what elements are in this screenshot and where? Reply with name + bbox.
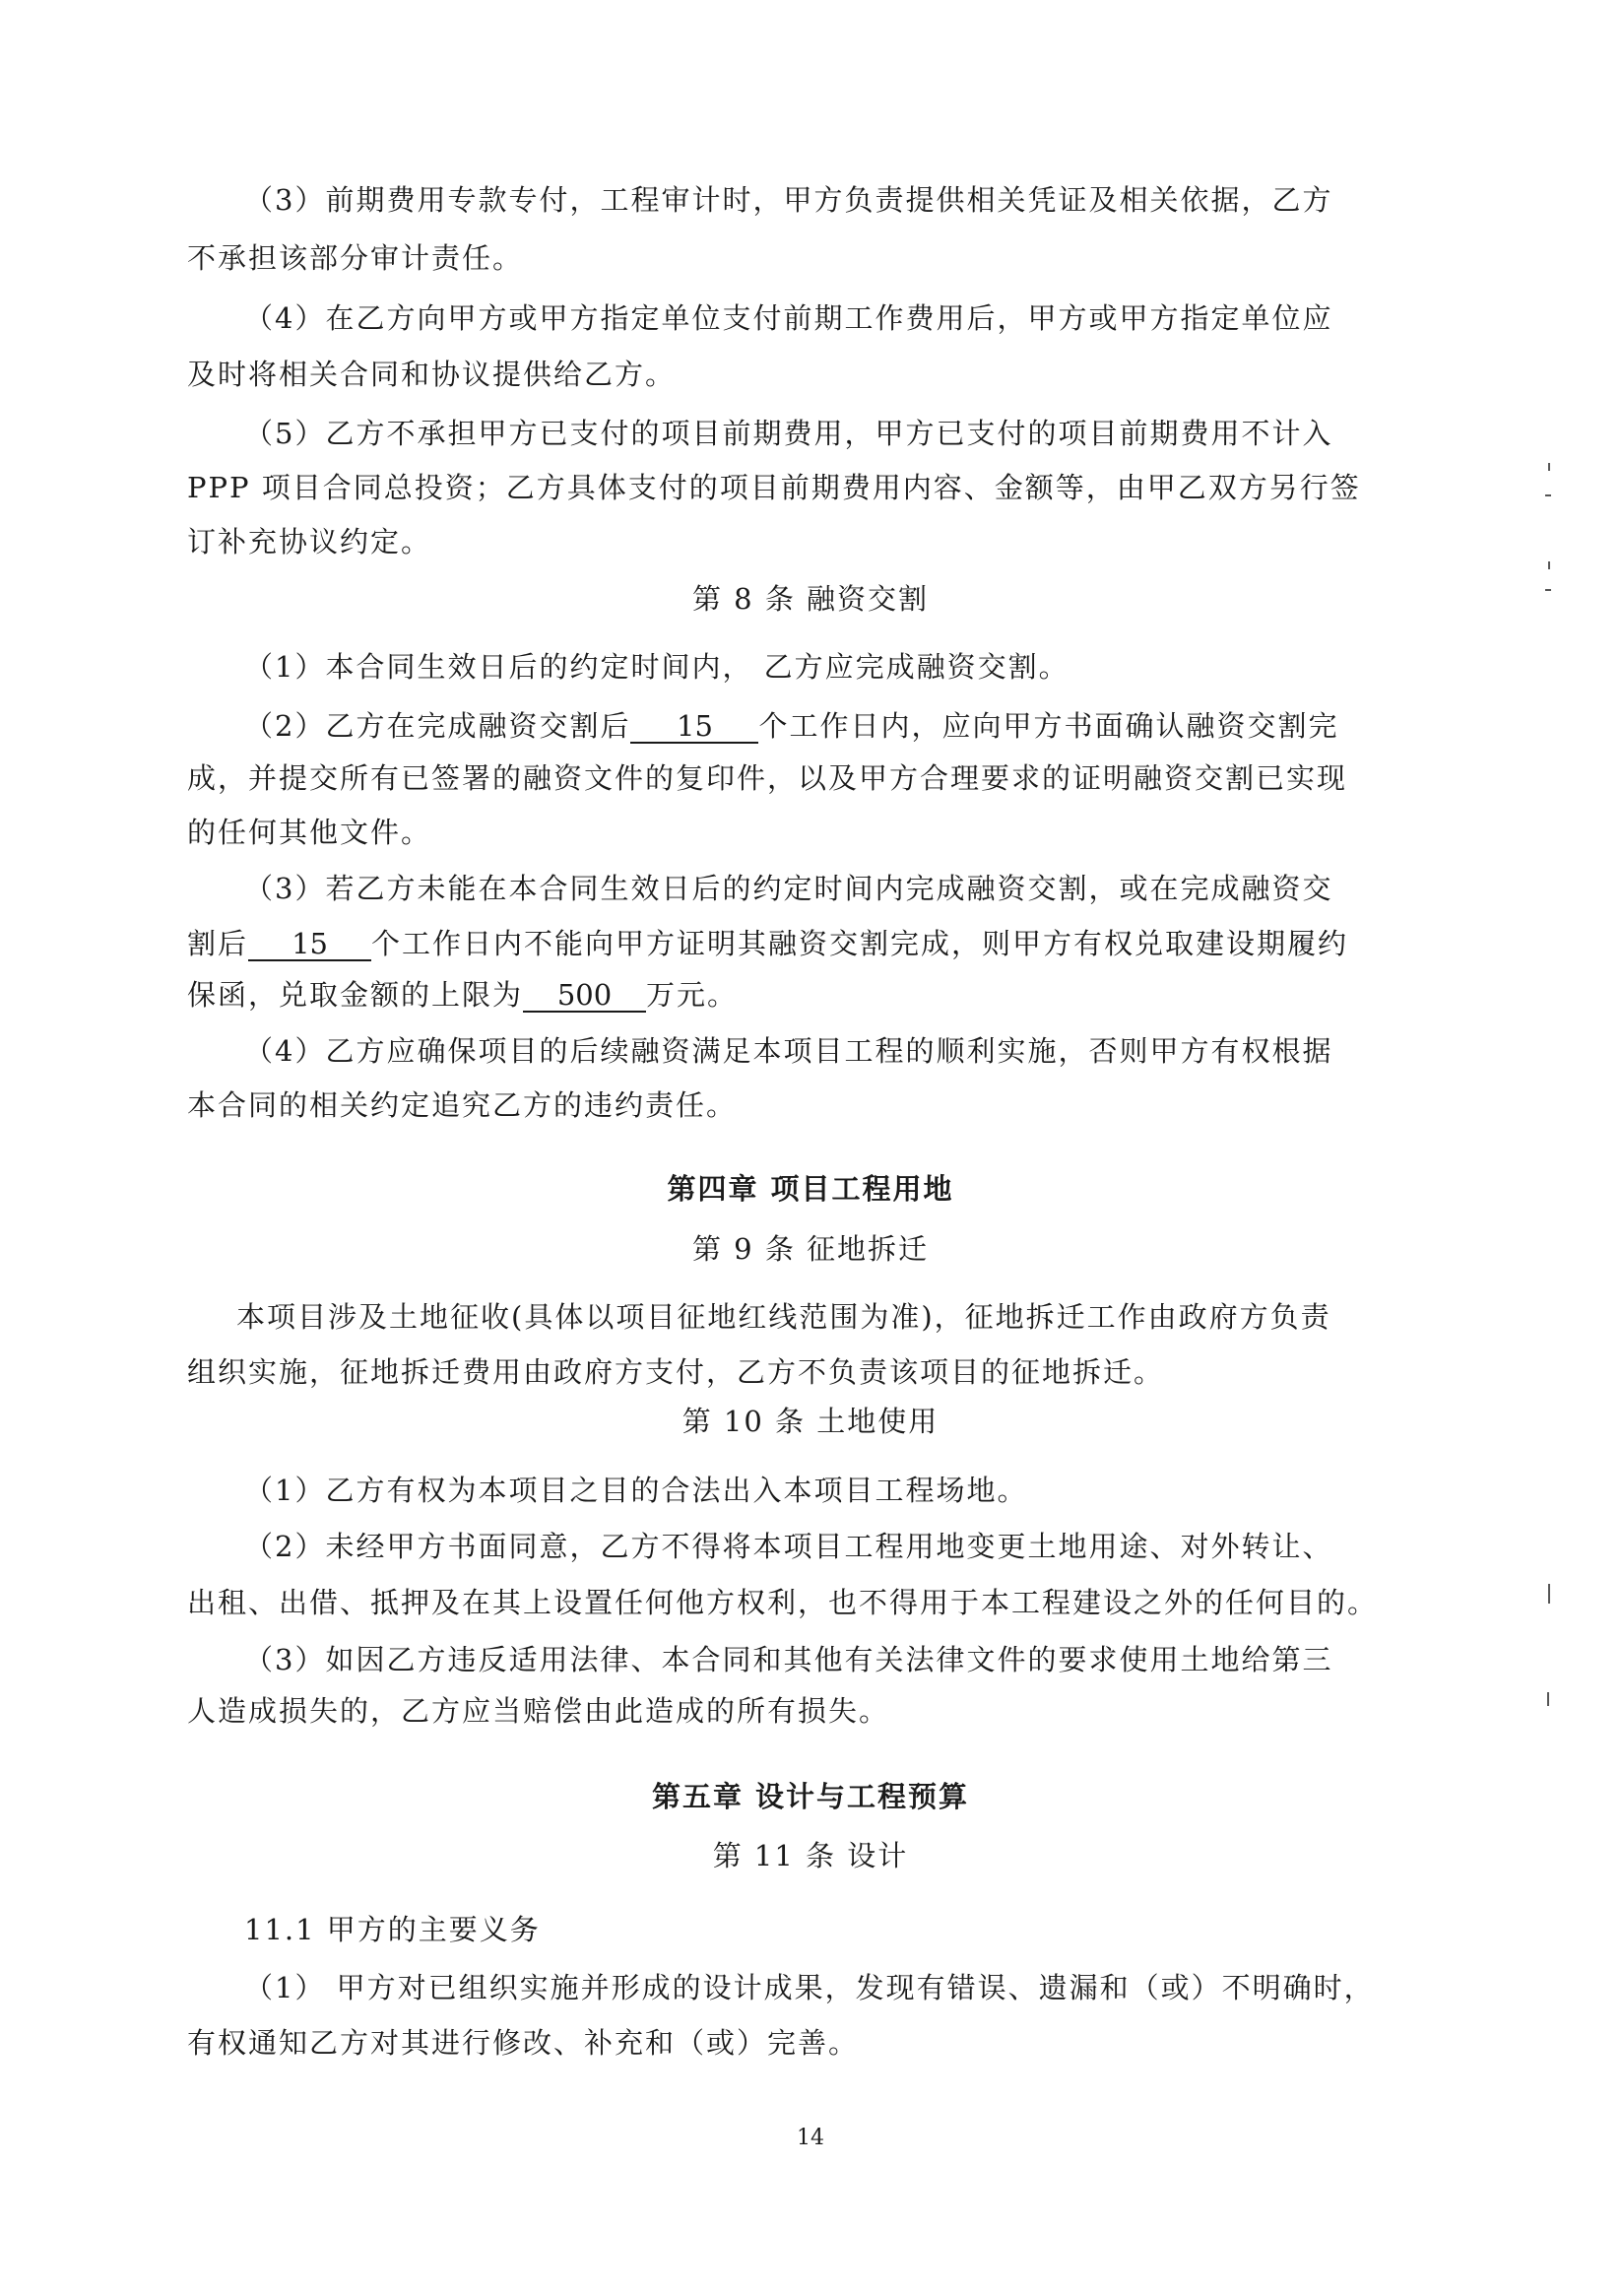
article-heading: 第 9 条 征地拆迁 <box>691 1232 930 1266</box>
text-line <box>187 975 1413 1015</box>
text-line: （3）如因乙方违反适用法律、本合同和其他有关法律文件的要求使用土地给第三 <box>244 1643 1333 1676</box>
text-fragment: 割后 <box>187 927 249 960</box>
article-heading: 第 8 条 融资交割 <box>691 582 930 616</box>
text-fragment: （2）乙方在完成融资交割后 <box>244 709 631 743</box>
text-fragment: 个工作日内不能向甲方证明其融资交割完成，则甲方有权兑取建设期履约 <box>371 927 1349 960</box>
text-line <box>187 924 1413 963</box>
text-line: 及时将相关合同和协议提供给乙方。 <box>187 358 677 391</box>
text-line: 组织实施，征地拆迁费用由政府方支付，乙方不负责该项目的征地拆迁。 <box>187 1355 1165 1389</box>
text-line: 不承担该部分审计责任。 <box>187 241 524 275</box>
text-line: （1）本合同生效日后的约定时间内， 乙方应完成融资交割。 <box>244 650 1070 684</box>
text-line: 的任何其他文件。 <box>187 816 432 849</box>
page-number: 14 <box>797 2126 824 2150</box>
text-line: 本项目涉及土地征收(具体以项目征地红线范围为准)，征地拆迁工作由政府方负责 <box>236 1300 1331 1334</box>
text-line: （2）未经甲方书面同意，乙方不得将本项目工程用地变更土地用途、对外转让、 <box>244 1530 1333 1563</box>
article-heading: 第 11 条 设计 <box>712 1839 909 1872</box>
scan-mark <box>1548 463 1550 471</box>
text-line: 成，并提交所有已签署的融资文件的复印件，以及甲方合理要求的证明融资交割已实现 <box>187 761 1348 795</box>
text-line: （1）乙方有权为本项目之目的合法出入本项目工程场地。 <box>244 1474 1028 1507</box>
text-fragment: 万元。 <box>646 978 739 1012</box>
text-line: 有权通知乙方对其进行修改、补充和（或）完善。 <box>187 2026 860 2060</box>
text-line: （4）在乙方向甲方或甲方指定单位支付前期工作费用后，甲方或甲方指定单位应 <box>244 301 1333 335</box>
filled-blank: 15 <box>630 710 758 744</box>
text-line: （5）乙方不承担甲方已支付的项目前期费用，甲方已支付的项目前期费用不计入 <box>244 417 1333 450</box>
article-heading: 第 10 条 土地使用 <box>681 1405 940 1438</box>
text-line: （3）若乙方未能在本合同生效日后的约定时间内完成融资交割，或在完成融资交 <box>244 872 1333 905</box>
text-line <box>187 706 1470 746</box>
text-line: 订补充协议约定。 <box>187 525 432 558</box>
scan-mark <box>1547 1692 1549 1706</box>
scan-mark <box>1545 494 1551 496</box>
scan-mark <box>1545 589 1551 591</box>
text-fragment: 个工作日内，应向甲方书面确认融资交割完 <box>758 709 1339 743</box>
text-line: （3）前期费用专款专付，工程审计时，甲方负责提供相关凭证及相关依据，乙方 <box>244 183 1333 217</box>
filled-blank: 500 <box>523 979 646 1013</box>
text-line: 人造成损失的，乙方应当赔偿由此造成的所有损失。 <box>187 1694 890 1728</box>
scan-mark <box>1548 561 1550 569</box>
text-fragment: 保函，兑取金额的上限为 <box>187 978 524 1012</box>
scan-mark <box>1548 1584 1550 1604</box>
chapter-heading: 第四章 项目工程用地 <box>667 1172 954 1206</box>
text-line: 出租、出借、抵押及在其上设置任何他方权利，也不得用于本工程建设之外的任何目的。 <box>187 1586 1379 1619</box>
filled-blank: 15 <box>248 928 371 961</box>
text-line: PPP 项目合同总投资；乙方具体支付的项目前期费用内容、金额等，由甲乙双方另行签 <box>187 471 1361 504</box>
text-line: 本合同的相关约定追究乙方的违约责任。 <box>187 1088 738 1122</box>
chapter-heading: 第五章 设计与工程预算 <box>651 1780 970 1813</box>
text-line: （1） 甲方对已组织实施并形成的设计成果，发现有错误、遗漏和（或）不明确时， <box>244 1971 1375 2004</box>
text-line: （4）乙方应确保项目的后续融资满足本项目工程的顺利实施，否则甲方有权根据 <box>244 1034 1333 1068</box>
section-heading: 11.1 甲方的主要义务 <box>244 1913 541 1946</box>
